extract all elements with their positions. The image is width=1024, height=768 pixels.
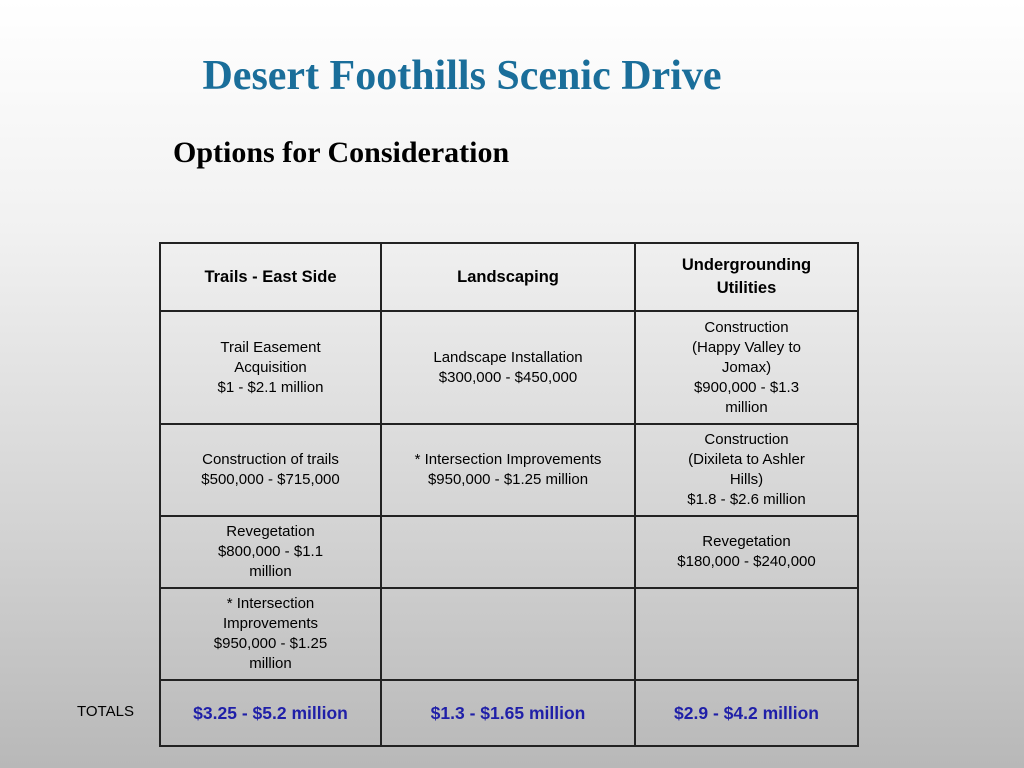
total-landscaping: $1.3 - $1.65 million [381, 680, 635, 746]
table-cell [635, 588, 858, 680]
table-cell: Revegetation $800,000 - $1.1 million [160, 516, 381, 588]
table-cell [381, 588, 635, 680]
table-cell [381, 516, 635, 588]
table-cell: Construction (Happy Valley to Jomax) $900,000 - $1.3 million [635, 311, 858, 424]
table-cell: Construction of trails $500,000 - $715,000 [160, 424, 381, 516]
table-row [160, 424, 858, 516]
totals-row [160, 680, 858, 746]
slide-title: Desert Foothills Scenic Drive [202, 53, 722, 99]
total-trails: $3.25 - $5.2 million [160, 680, 381, 746]
slide-subtitle: Options for Consideration [173, 136, 510, 169]
header-landscaping: Landscaping [381, 243, 635, 311]
table-cell: Construction (Dixileta to Ashler Hills) $1.8 - $2.6 million [635, 424, 858, 516]
header-trails: Trails - East Side [160, 243, 381, 311]
table-row [160, 588, 858, 680]
table-row [160, 311, 858, 424]
table-cell: * Intersection Improvements $950,000 - $1.25 million [381, 424, 635, 516]
options-table [159, 242, 859, 747]
totals-label: TOTALS [77, 703, 134, 720]
table-cell: * Intersection Improvements $950,000 - $1.25 million [160, 588, 381, 680]
table-header-row [160, 243, 858, 311]
table-cell: Revegetation $180,000 - $240,000 [635, 516, 858, 588]
table-cell: Landscape Installation $300,000 - $450,000 [381, 311, 635, 424]
header-undergrounding: Undergrounding Utilities [635, 243, 858, 311]
table-row [160, 516, 858, 588]
table-cell: Trail Easement Acquisition $1 - $2.1 million [160, 311, 381, 424]
total-undergrounding: $2.9 - $4.2 million [635, 680, 858, 746]
